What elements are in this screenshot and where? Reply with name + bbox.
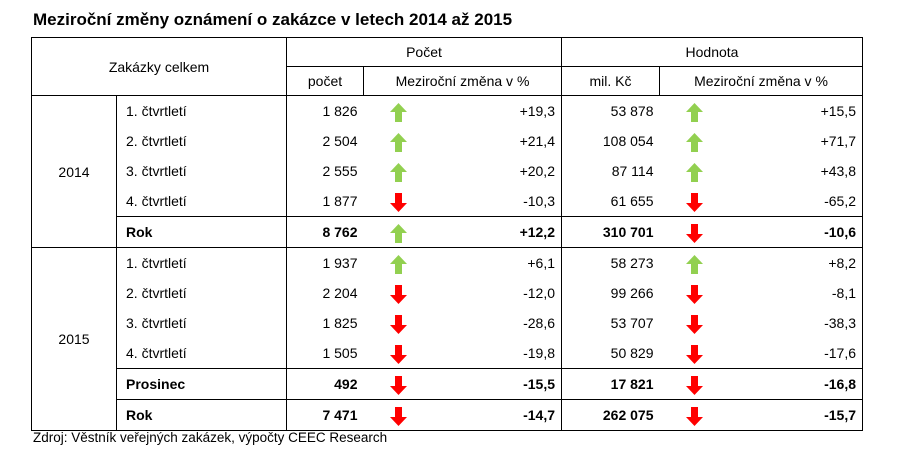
row-label: Rok <box>117 400 287 431</box>
value-change-cell: -10,6 <box>730 217 863 248</box>
table-row <box>32 217 863 248</box>
arrow-up-icon <box>686 163 703 182</box>
row-label: 1. čtvrtletí <box>117 248 287 279</box>
row-label: 2. čtvrtletí <box>117 278 287 308</box>
count-change-cell: +21,4 <box>434 126 562 156</box>
value-change-cell: -15,7 <box>730 400 863 431</box>
count-direction-cell <box>364 278 434 308</box>
row-header-label: Zakázky celkem <box>32 38 287 96</box>
value-cell: 87 114 <box>562 156 660 186</box>
arrow-up-icon <box>390 255 407 274</box>
data-table <box>31 37 863 431</box>
count-direction-cell <box>364 156 434 186</box>
table-row <box>32 400 863 431</box>
count-direction-cell <box>364 96 434 127</box>
count-direction-cell <box>364 248 434 279</box>
count-cell: 1 826 <box>287 96 364 127</box>
value-change-cell: +15,5 <box>730 96 863 127</box>
value-change-cell: -8,1 <box>730 278 863 308</box>
count-change-cell: -12,0 <box>434 278 562 308</box>
value-direction-cell <box>660 400 730 431</box>
row-label: 2. čtvrtletí <box>117 126 287 156</box>
arrow-up-icon <box>390 133 407 152</box>
value-cell: 108 054 <box>562 126 660 156</box>
count-direction-cell <box>364 400 434 431</box>
count-cell: 1 877 <box>287 186 364 217</box>
count-change-cell: +6,1 <box>434 248 562 279</box>
column-header-count: počet <box>287 67 364 96</box>
value-direction-cell <box>660 308 730 338</box>
table-row <box>32 96 863 127</box>
value-cell: 58 273 <box>562 248 660 279</box>
arrow-up-icon <box>390 224 407 243</box>
value-cell: 99 266 <box>562 278 660 308</box>
row-label: Rok <box>117 217 287 248</box>
count-change-cell: -28,6 <box>434 308 562 338</box>
value-cell: 310 701 <box>562 217 660 248</box>
count-change-cell: +12,2 <box>434 217 562 248</box>
arrow-down-icon <box>390 345 407 364</box>
group-header-value: Hodnota <box>562 38 863 67</box>
count-cell: 1 505 <box>287 338 364 369</box>
arrow-down-icon <box>686 407 703 426</box>
arrow-down-icon <box>686 285 703 304</box>
arrow-down-icon <box>390 285 407 304</box>
value-direction-cell <box>660 156 730 186</box>
arrow-down-icon <box>390 407 407 426</box>
value-direction-cell <box>660 186 730 217</box>
count-change-cell: +19,3 <box>434 96 562 127</box>
count-change-cell: -14,7 <box>434 400 562 431</box>
year-cell: 2014 <box>32 96 117 248</box>
row-label: 4. čtvrtletí <box>117 338 287 369</box>
value-cell: 17 821 <box>562 369 660 400</box>
count-cell: 1 937 <box>287 248 364 279</box>
arrow-up-icon <box>686 133 703 152</box>
table-row <box>32 156 863 186</box>
arrow-up-icon <box>390 163 407 182</box>
count-cell: 8 762 <box>287 217 364 248</box>
value-change-cell: -17,6 <box>730 338 863 369</box>
count-change-cell: -10,3 <box>434 186 562 217</box>
value-change-cell: +71,7 <box>730 126 863 156</box>
row-label: Prosinec <box>117 369 287 400</box>
arrow-up-icon <box>686 255 703 274</box>
value-change-cell: +8,2 <box>730 248 863 279</box>
row-label: 1. čtvrtletí <box>117 96 287 127</box>
row-label: 4. čtvrtletí <box>117 186 287 217</box>
table-row <box>32 308 863 338</box>
column-header-value: mil. Kč <box>562 67 660 96</box>
row-label: 3. čtvrtletí <box>117 156 287 186</box>
count-direction-cell <box>364 369 434 400</box>
count-direction-cell <box>364 186 434 217</box>
arrow-down-icon <box>686 345 703 364</box>
year-cell: 2015 <box>32 248 117 431</box>
count-cell: 492 <box>287 369 364 400</box>
arrow-down-icon <box>390 193 407 212</box>
count-direction-cell <box>364 217 434 248</box>
column-header-value-change: Meziroční změna v % <box>660 67 863 96</box>
count-change-cell: -19,8 <box>434 338 562 369</box>
value-direction-cell <box>660 126 730 156</box>
value-cell: 262 075 <box>562 400 660 431</box>
count-direction-cell <box>364 308 434 338</box>
row-label: 3. čtvrtletí <box>117 308 287 338</box>
value-direction-cell <box>660 278 730 308</box>
value-direction-cell <box>660 248 730 279</box>
count-cell: 2 504 <box>287 126 364 156</box>
table-row <box>32 248 863 279</box>
table-row <box>32 338 863 369</box>
count-cell: 1 825 <box>287 308 364 338</box>
count-direction-cell <box>364 338 434 369</box>
table-row <box>32 278 863 308</box>
value-cell: 50 829 <box>562 338 660 369</box>
table-row <box>32 186 863 217</box>
arrow-up-icon <box>390 103 407 122</box>
arrow-down-icon <box>686 376 703 395</box>
count-cell: 2 204 <box>287 278 364 308</box>
arrow-down-icon <box>686 193 703 212</box>
table-row <box>32 369 863 400</box>
arrow-down-icon <box>390 376 407 395</box>
arrow-down-icon <box>686 224 703 243</box>
count-direction-cell <box>364 126 434 156</box>
column-header-count-change: Meziroční změna v % <box>364 67 562 96</box>
value-direction-cell <box>660 338 730 369</box>
count-cell: 7 471 <box>287 400 364 431</box>
arrow-down-icon <box>390 315 407 334</box>
value-direction-cell <box>660 96 730 127</box>
table-row <box>32 126 863 156</box>
arrow-down-icon <box>686 315 703 334</box>
count-change-cell: -15,5 <box>434 369 562 400</box>
value-direction-cell <box>660 369 730 400</box>
value-change-cell: -65,2 <box>730 186 863 217</box>
value-cell: 61 655 <box>562 186 660 217</box>
arrow-up-icon <box>686 103 703 122</box>
value-direction-cell <box>660 217 730 248</box>
group-header-count: Počet <box>287 38 562 67</box>
source-note: Zdroj: Věstník veřejných zakázek, výpočty CEEC Research <box>33 430 388 445</box>
value-change-cell: +43,8 <box>730 156 863 186</box>
value-cell: 53 878 <box>562 96 660 127</box>
value-change-cell: -38,3 <box>730 308 863 338</box>
value-change-cell: -16,8 <box>730 369 863 400</box>
count-change-cell: +20,2 <box>434 156 562 186</box>
table-title: Meziroční změny oznámení o zakázce v letech 2014 až 2015 <box>33 10 513 29</box>
count-cell: 2 555 <box>287 156 364 186</box>
value-cell: 53 707 <box>562 308 660 338</box>
